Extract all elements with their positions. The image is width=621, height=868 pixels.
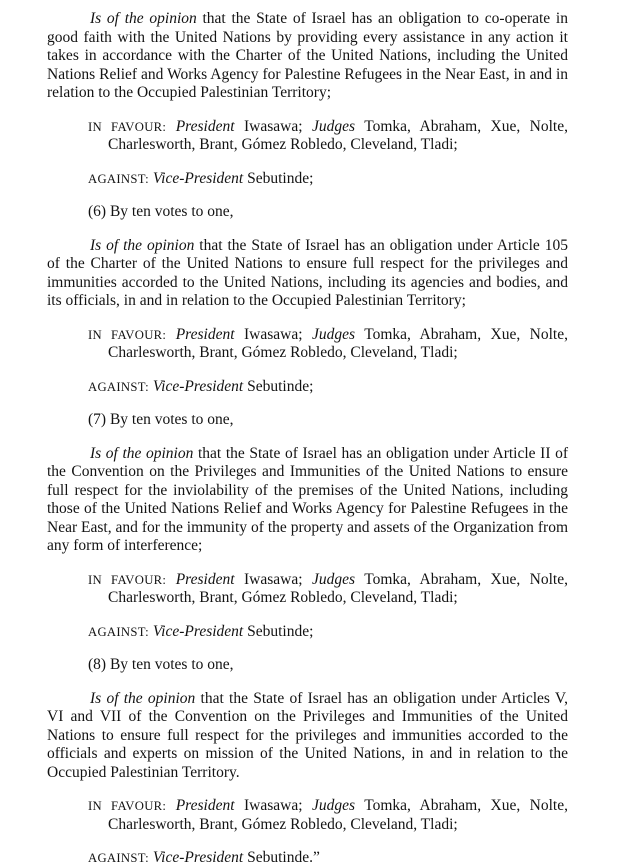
president-title: President [175,570,235,588]
judges-names: Tomka, Abraham, Xue, Nolte, Charlesworth, Brant, Gómez Robledo, Cleveland, Tladi; [108,117,568,153]
opinion-lead-italic: Is of the opinion [90,444,194,462]
against-line [88,622,568,642]
against-label: AGAINST: [88,379,149,394]
opinion-paragraph [47,445,568,556]
in-favour-line [88,797,568,834]
against-name: Sebutinde.” [247,849,320,866]
opinion-text: that the State of Israel has an obligation under Articles V, VI and VII of the Convention on the Privileges and Immunities of the United Nations to ensure full respect for the privileges and immunities accorded to the officials and experts on mission of the United Nations, in and in relation to the Occupied Palestinian Territory. [47,689,568,781]
judges-title: Judges [312,570,356,588]
against-label: AGAINST: [88,624,149,639]
judges-names: Tomka, Abraham, Xue, Nolte, Charlesworth, Brant, Gómez Robledo, Cleveland, Tladi; [108,797,568,833]
opinion-text: that the State of Israel has an obligation under Article 105 of the Charter of the United Nations to ensure full respect for the privileges and immunities accorded to the United Nations, including its agencies and bodies, and its officials, in and in relation to the Occupied Palestinian Territory; [47,236,568,309]
favour-label: IN FAVOUR: [88,799,167,813]
vice-president-title: Vice-President [152,169,244,187]
vice-president-title: Vice-President [152,849,244,866]
opinion-paragraph [47,10,568,103]
against-line [88,849,568,868]
against-line [88,377,568,397]
against-label: AGAINST: [88,851,149,865]
in-favour-line [88,570,568,608]
opinion-paragraph [47,690,568,783]
favour-label: IN FAVOUR: [88,572,167,587]
opinion-lead-italic: Is of the opinion [90,10,197,27]
president-name: Iwasawa; [244,797,303,814]
president-name: Iwasawa; [244,117,303,135]
in-favour-line [88,117,568,155]
judges-names: Tomka, Abraham, Xue, Nolte, Charlesworth, Brant, Gómez Robledo, Cleveland, Tladi; [108,570,568,606]
favour-label: IN FAVOUR: [88,327,167,342]
opinion-lead-italic: Is of the opinion [90,689,196,707]
vice-president-title: Vice-President [152,377,244,395]
against-name: Sebutinde; [247,169,314,187]
opinion-lead-italic: Is of the opinion [90,236,195,254]
vote-count-line: (7) By ten votes to one, [88,411,234,428]
judges-title: Judges [312,117,356,135]
against-label: AGAINST: [88,171,149,186]
opinion-paragraph [47,237,568,311]
against-line [88,169,568,189]
president-name: Iwasawa; [244,325,303,343]
favour-label: IN FAVOUR: [88,119,167,134]
against-name: Sebutinde; [247,377,314,395]
judges-names: Tomka, Abraham, Xue, Nolte, Charlesworth, Brant, Gómez Robledo, Cleveland, Tladi; [108,325,568,361]
judges-title: Judges [312,797,356,814]
president-title: President [175,325,235,343]
vote-count-line: (6) By ten votes to one, [88,203,234,220]
president-title: President [175,117,235,135]
in-favour-line [88,325,568,363]
president-title: President [175,797,235,814]
opinion-text: that the State of Israel has an obligation to co-operate in good faith with the United Nations by providing every assistance in any action it takes in accordance with the Charter of the United Nations, including the United Nations Relief and Works Agency for Palestine Refugees in the Near East, in and in relation to the Occupied Palestinian Territory; [47,10,568,101]
vice-president-title: Vice-President [152,622,244,640]
president-name: Iwasawa; [244,570,303,588]
vote-count-line: (8) By ten votes to one, [88,656,234,673]
against-name: Sebutinde; [247,622,314,640]
judges-title: Judges [312,325,356,343]
opinion-text: that the State of Israel has an obligation under Article II of the Convention on the Privileges and Immunities of the United Nations to ensure full respect for the inviolability of the premises of the United Nations, including those of the United Nations Relief and Works Agency for Palestine Refugees in the Near East, and for the immunity of the property and assets of the Organization from any form of interference; [47,444,568,554]
